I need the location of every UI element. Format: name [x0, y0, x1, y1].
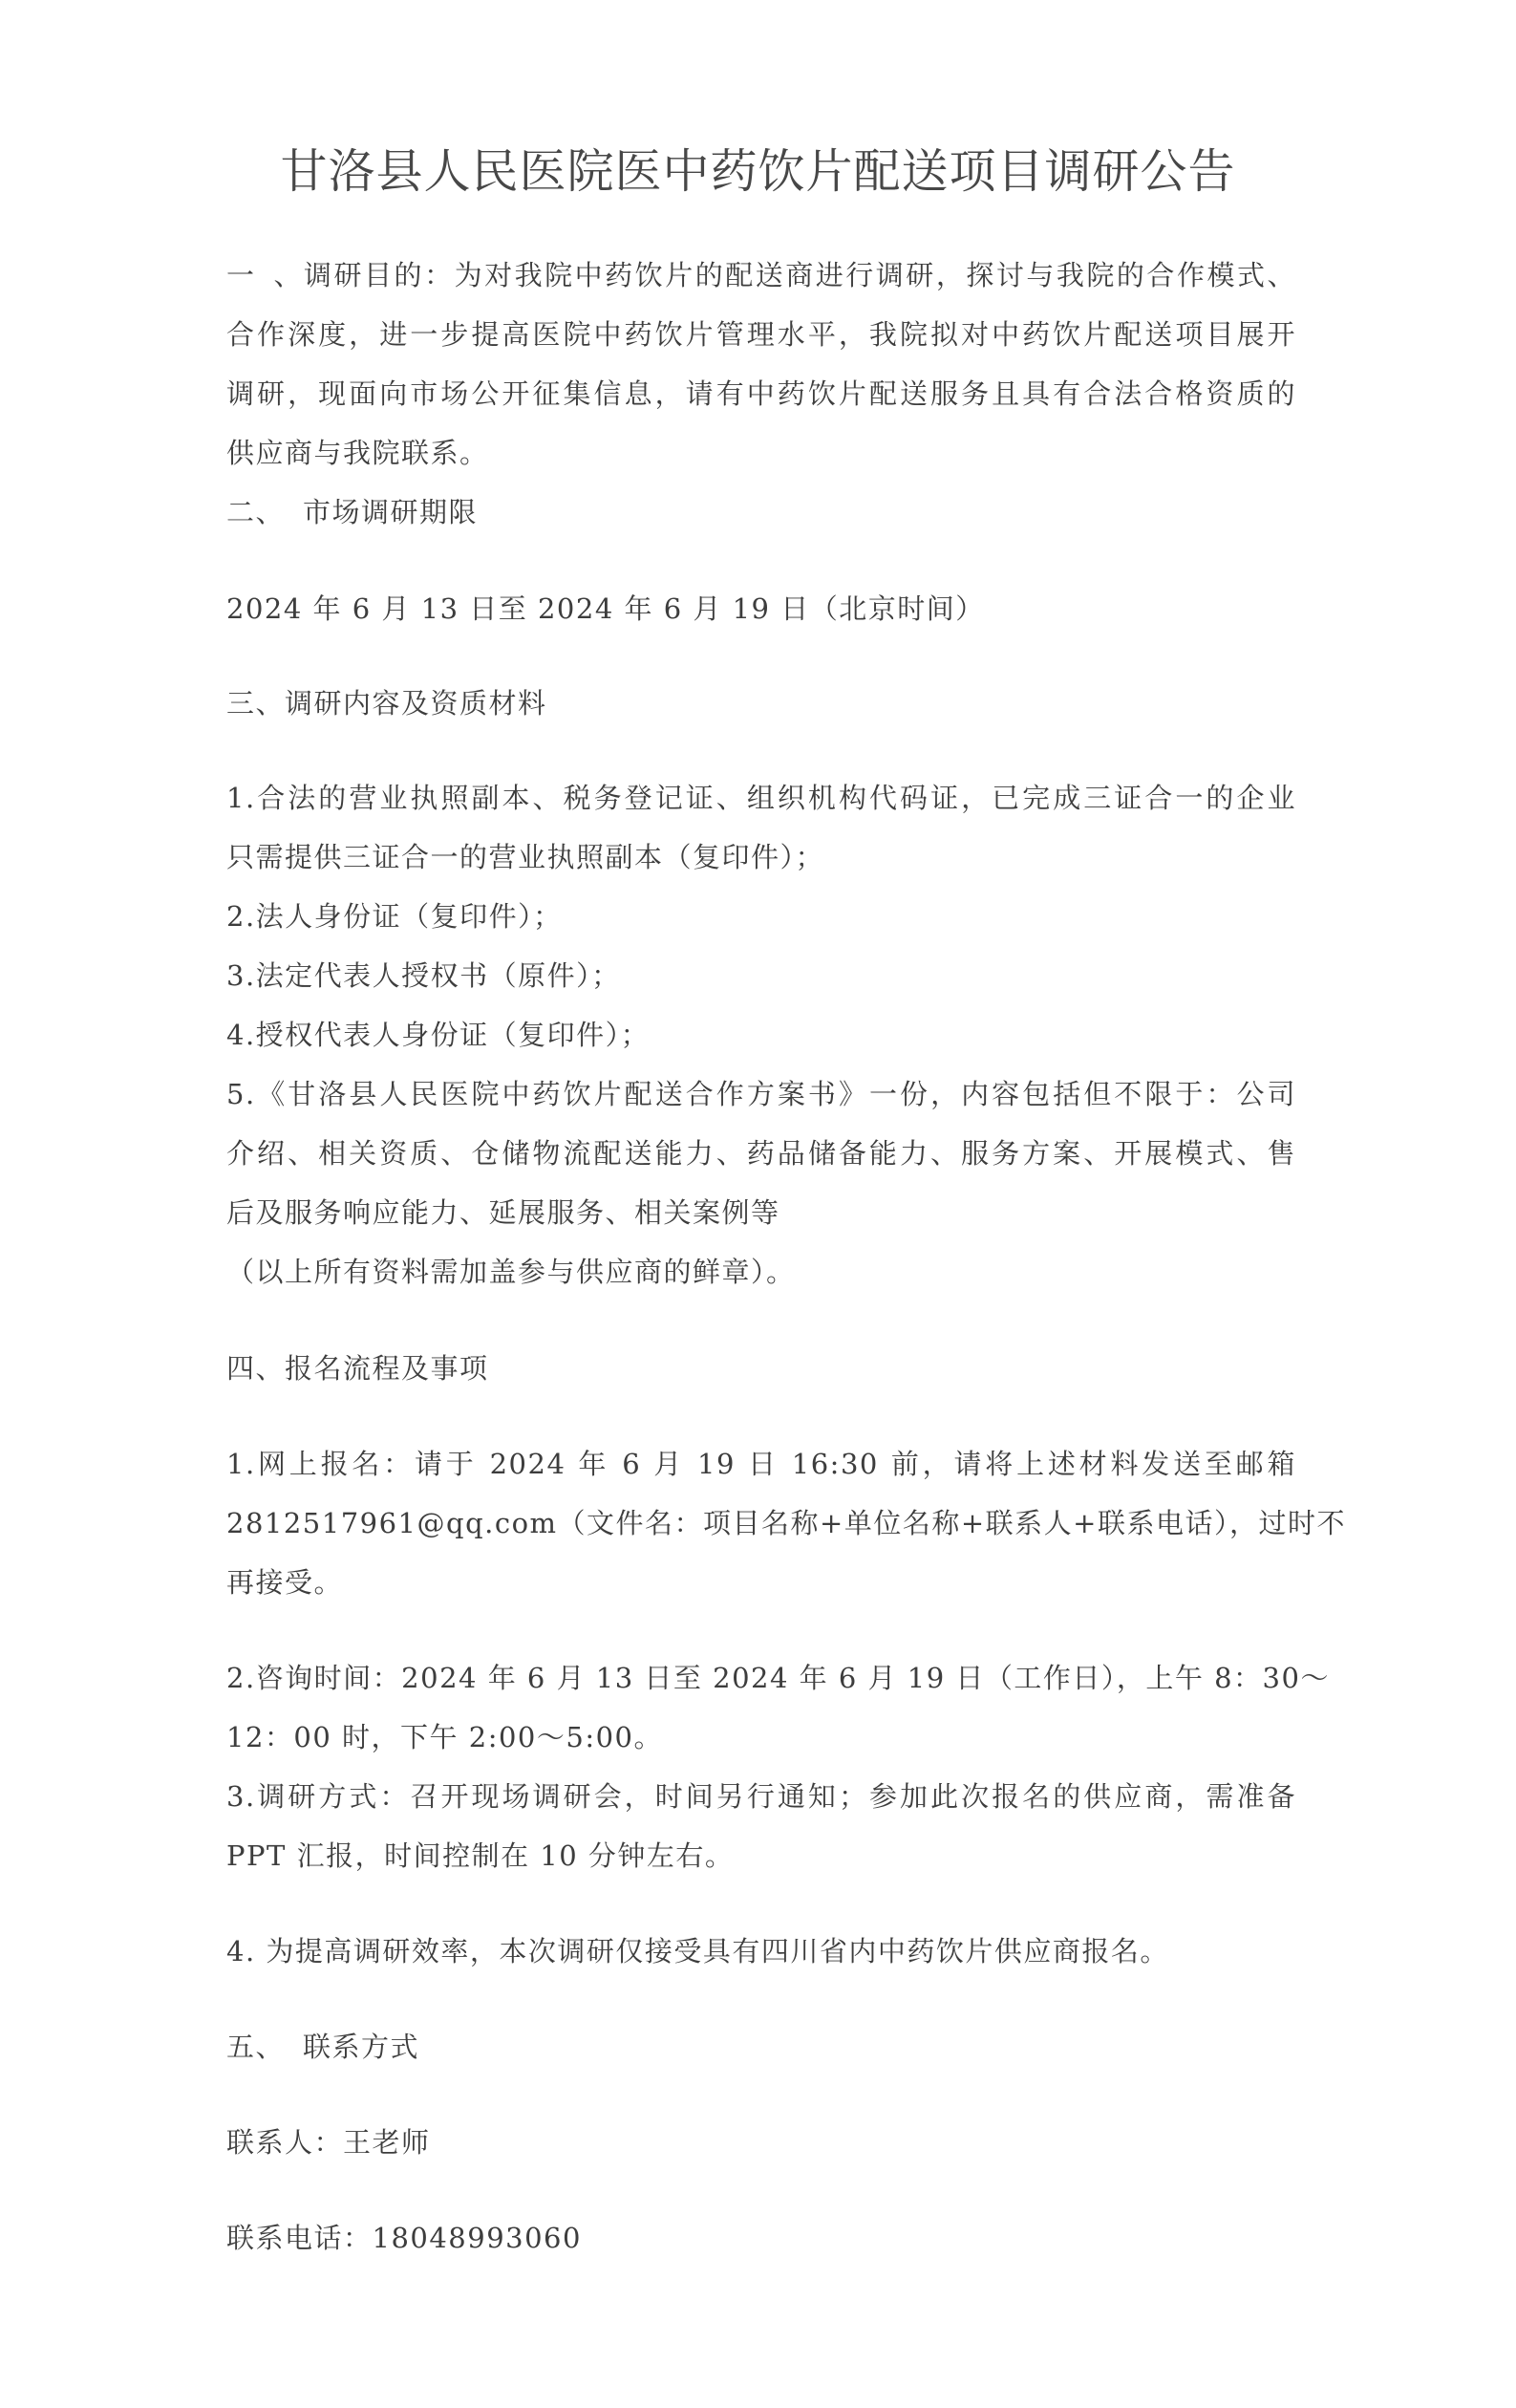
section4-item2-line-2: 12：00 时，下午 2:00～5:00。: [226, 1721, 663, 1753]
section4-item1-line-2: 2812517961@qq.com（文件名：项目名称+单位名称+联系人+联系电话），过时不: [226, 1507, 1346, 1539]
section3-item-1a: 1.合法的营业执照副本、税务登记证、组织机构代码证，已完成三证合一的企业: [226, 782, 1296, 814]
section4-item1-line-3: 再接受。: [226, 1566, 344, 1599]
contact-person: 联系人：王老师: [226, 2126, 431, 2159]
section3-seal-note: （以上所有资料需加盖参与供应商的鲜章）。: [226, 1256, 796, 1288]
section4-item3-line-1: 3.调研方式：召开现场调研会，时间另行通知；参加此次报名的供应商，需准备: [226, 1780, 1296, 1813]
section2-number: 二、: [226, 496, 286, 528]
section3-item-1b: 只需提供三证合一的营业执照副本（复印件）；: [226, 841, 825, 873]
section4-item1-line-1: 1.网上报名：请于 2024 年 6 月 19 日 16:30 前，请将上述材料发送至邮箱: [226, 1448, 1296, 1480]
section1-text-1: 调研目的：为对我院中药饮片的配送商进行调研，探讨与我院的合作模式、: [303, 259, 1296, 291]
section4-item3-line-2: PPT 汇报，时间控制在 10 分钟左右。: [226, 1839, 735, 1872]
section5-number: 五、: [226, 2031, 286, 2063]
section3-item-5c: 后及服务响应能力、延展服务、相关案例等: [226, 1196, 780, 1229]
section1-line-3: 调研，现面向市场公开征集信息，请有中药饮片配送服务且具有合法合格资质的: [226, 377, 1296, 410]
section1-line-2: 合作深度，进一步提高医院中药饮片管理水平，我院拟对中药饮片配送项目展开: [226, 318, 1296, 351]
section4-item4: 4. 为提高调研效率，本次调研仅接受具有四川省内中药饮片供应商报名。: [226, 1935, 1169, 1967]
section5-heading: 联系方式: [303, 2031, 420, 2063]
contact-phone: 联系电话：18048993060: [226, 2222, 582, 2254]
section3-item-2: 2.法人身份证（复印件）；: [226, 900, 563, 933]
section3-item-5a: 5.《甘洛县人民医院中药饮片配送合作方案书》一份，内容包括但不限于：公司: [226, 1078, 1296, 1110]
survey-period: 2024 年 6 月 13 日至 2024 年 6 月 19 日（北京时间）: [226, 592, 985, 625]
section1-line-1: [226, 254, 1296, 296]
document-title: 甘洛县人民医院医中药饮片配送项目调研公告: [280, 144, 1236, 199]
section1-line-4: 供应商与我院联系。: [226, 437, 489, 469]
section2-heading-line: [226, 491, 1296, 533]
section2-heading: 市场调研期限: [303, 496, 479, 528]
section3-item-4: 4.授权代表人身份证（复印件）；: [226, 1019, 651, 1051]
section3-heading: 三、调研内容及资质材料: [226, 687, 547, 720]
section4-heading: 四、报名流程及事项: [226, 1352, 489, 1385]
section3-item-5b: 介绍、相关资质、仓储物流配送能力、药品储备能力、服务方案、开展模式、售: [226, 1137, 1296, 1170]
section4-item2-line-1: 2.咨询时间：2024 年 6 月 13 日至 2024 年 6 月 19 日（工作日），上午 8：30～: [226, 1662, 1330, 1694]
section1-number: 一、: [226, 259, 303, 291]
section5-heading-line: [226, 2026, 1296, 2068]
section3-item-3: 3.法定代表人授权书（原件）；: [226, 959, 621, 992]
